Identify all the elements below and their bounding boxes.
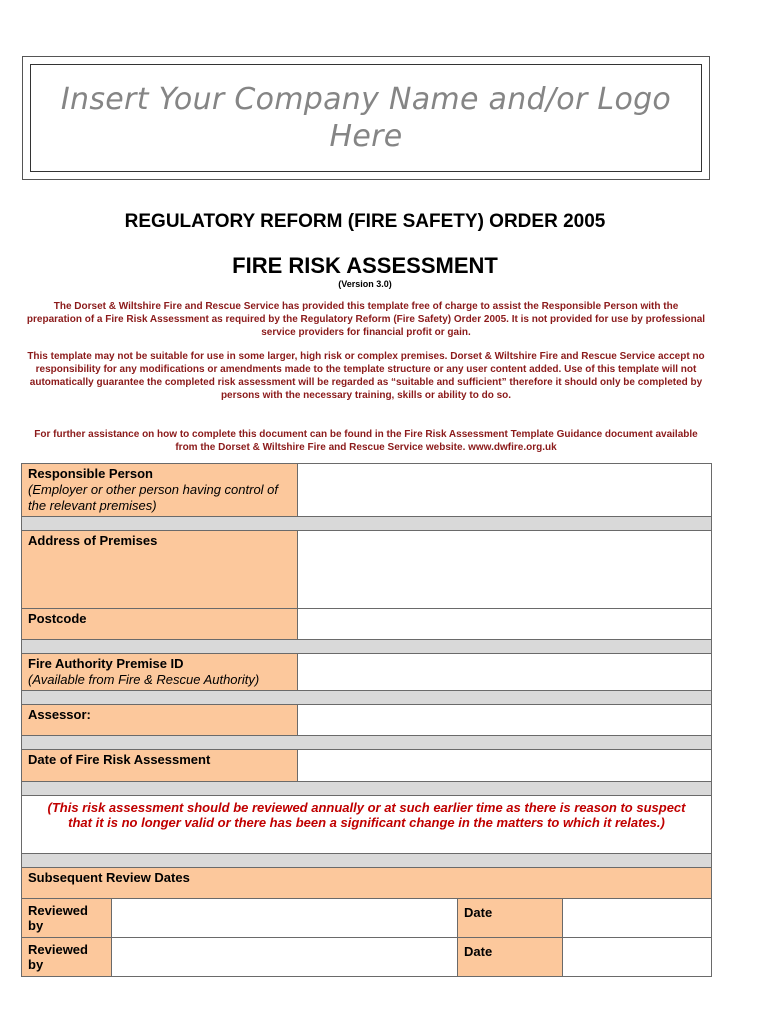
responsible-person-label bbox=[22, 464, 298, 517]
review-date-label: Date bbox=[458, 899, 563, 938]
section-spacer bbox=[22, 782, 712, 796]
responsible-person-field[interactable] bbox=[298, 464, 712, 517]
address-label: Address of Premises bbox=[22, 531, 298, 609]
row-assessor bbox=[22, 705, 712, 736]
premise-id-subtitle: (Available from Fire & Rescue Authority) bbox=[28, 672, 260, 687]
version-label: (Version 3.0) bbox=[338, 279, 392, 289]
postcode-field[interactable] bbox=[298, 609, 712, 640]
section-spacer bbox=[22, 854, 712, 868]
intro-paragraph-1: The Dorset & Wiltshire Fire and Rescue Service has provided this template free of charge to assist the Responsible Person with the preparation of a Fire Risk Assessment as required by the Regulatory Reform (Fire Safety) Order 2005. It is not provided for use by professional service providers for financial profit or gain. bbox=[26, 301, 706, 338]
reviewed-by-field[interactable] bbox=[112, 899, 458, 938]
assessor-field[interactable] bbox=[298, 705, 712, 736]
address-field[interactable] bbox=[298, 531, 712, 609]
company-logo-placeholder-inner bbox=[30, 64, 702, 172]
section-spacer bbox=[22, 517, 712, 531]
premise-id-field[interactable] bbox=[298, 654, 712, 691]
assessment-form-table bbox=[21, 463, 712, 977]
assessment-date-label: Date of Fire Risk Assessment bbox=[22, 750, 298, 782]
review-heading: Subsequent Review Dates bbox=[22, 868, 712, 899]
row-review-heading bbox=[22, 868, 712, 899]
order-title: REGULATORY REFORM (FIRE SAFETY) ORDER 2005 bbox=[124, 211, 606, 232]
intro-paragraph-3: For further assistance on how to complete this document can be found in the Fire Risk Assessment Template Guidance document available from the Dorset & Wiltshire Fire and Rescue Service website. www.dwfire.org.uk bbox=[34, 429, 698, 453]
assessment-date-field[interactable] bbox=[298, 750, 712, 782]
company-logo-placeholder-text: Insert Your Company Name and/or Logo Here bbox=[60, 82, 672, 154]
review-date-field[interactable] bbox=[563, 899, 712, 938]
assessor-label: Assessor: bbox=[22, 705, 298, 736]
intro-paragraph-2: This template may not be suitable for use in some larger, high risk or complex premises. Dorset & Wiltshire Fire and Rescue Service accept no responsibility for any modifications or amendments made to the template structure or any user content added. Use of this template will not automatically guarantee the completed risk assessment will be regarded as “suitable and sufficient” therefore it should only be completed by persons with the necessary training, skills or ability to do so. bbox=[27, 351, 705, 401]
review-row bbox=[22, 899, 712, 938]
review-date-label: Date bbox=[458, 938, 563, 977]
company-logo-placeholder-box bbox=[22, 56, 710, 180]
responsible-person-title: Responsible Person bbox=[28, 466, 153, 481]
row-review-note bbox=[22, 796, 712, 854]
postcode-label: Postcode bbox=[22, 609, 298, 640]
reviewed-by-label: Reviewed by bbox=[22, 899, 112, 938]
section-spacer bbox=[22, 640, 712, 654]
row-postcode bbox=[22, 609, 712, 640]
premise-id-label bbox=[22, 654, 298, 691]
section-spacer bbox=[22, 736, 712, 750]
row-premise-id bbox=[22, 654, 712, 691]
reviewed-by-label: Reviewed by bbox=[22, 938, 112, 977]
review-date-field[interactable] bbox=[563, 938, 712, 977]
section-spacer bbox=[22, 691, 712, 705]
row-address bbox=[22, 531, 712, 609]
responsible-person-subtitle: (Employer or other person having control of the relevant premises) bbox=[28, 482, 279, 513]
row-assessment-date bbox=[22, 750, 712, 782]
premise-id-title: Fire Authority Premise ID bbox=[28, 656, 184, 671]
reviewed-by-field[interactable] bbox=[112, 938, 458, 977]
row-responsible-person bbox=[22, 464, 712, 517]
document-title: FIRE RISK ASSESSMENT bbox=[232, 253, 498, 278]
review-note: (This risk assessment should be reviewed annually or at such earlier time as there is reason to suspect that it is no longer valid or there has been a significant change in the matters to which it relates.) bbox=[22, 796, 712, 854]
review-row bbox=[22, 938, 712, 977]
